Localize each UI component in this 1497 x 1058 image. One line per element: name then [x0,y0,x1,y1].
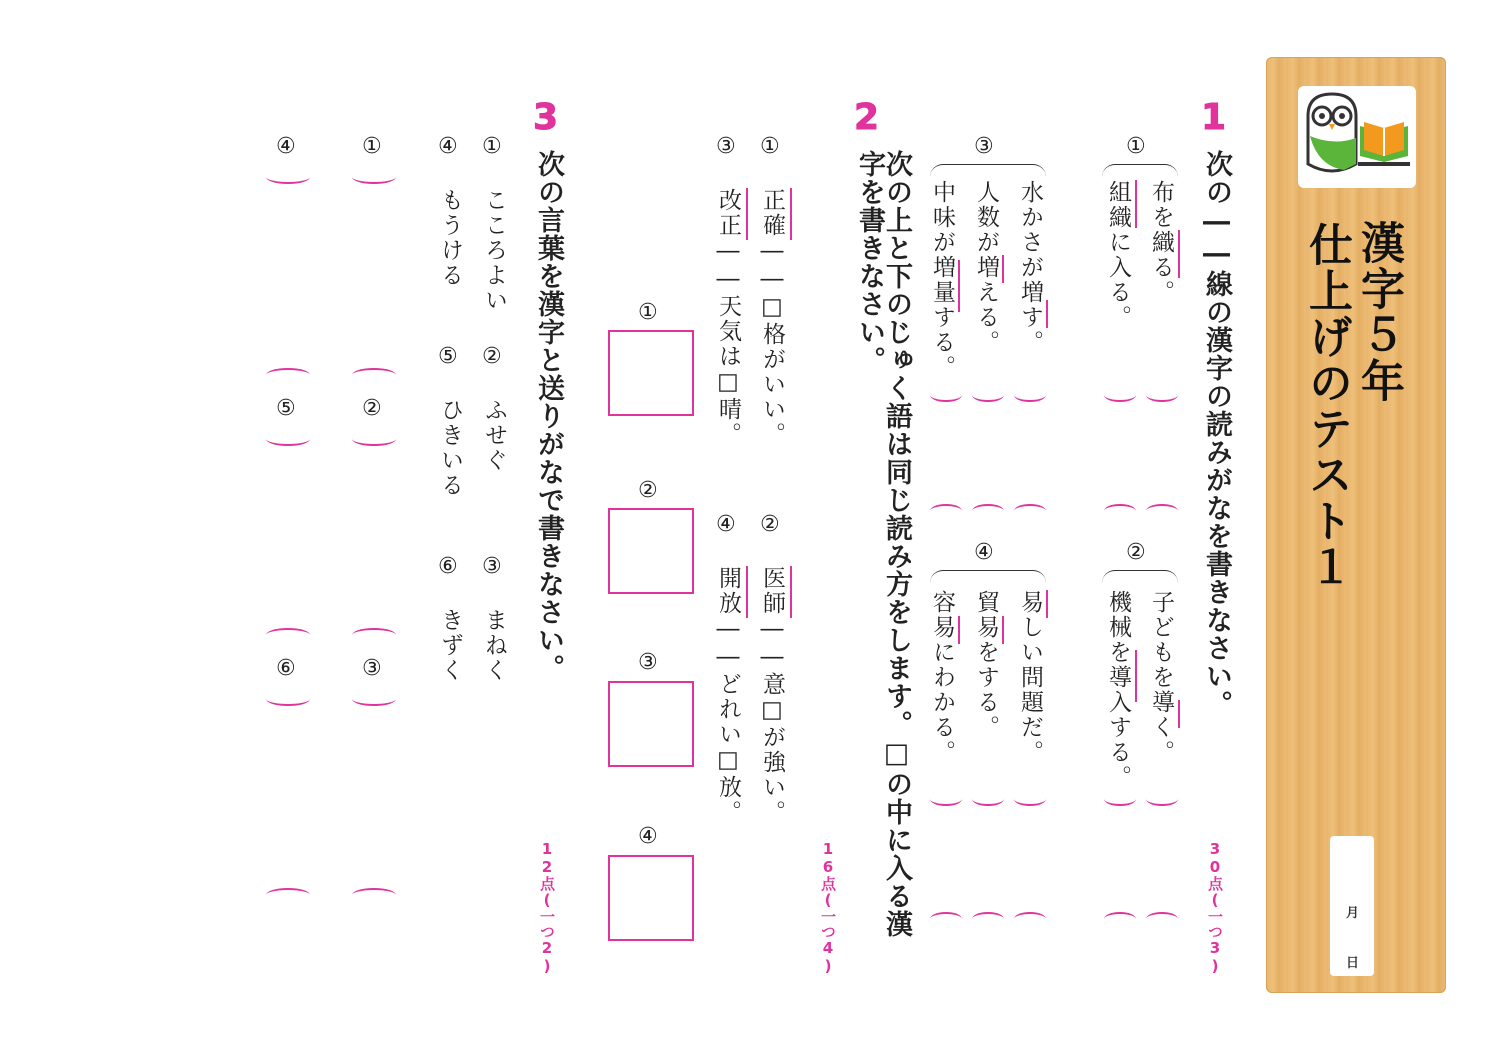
underline-mark [958,260,960,312]
q1-group-4-brace [930,570,1046,583]
q1-group-4-label: ④ [974,540,994,565]
q1-answer-slot[interactable] [1104,792,1136,806]
q3-item-6-label: ⑥ [438,554,458,579]
q1-instruction: 次の――線の漢字の読みがなを書きなさい。 [1201,150,1232,718]
q1-answer-slot-end [1146,504,1178,518]
q3-answer-slot-3[interactable] [352,692,396,706]
q2-answer-box-3[interactable] [608,681,694,767]
underline-mark [1135,650,1137,702]
q3-item-3-label: ③ [482,554,502,579]
q3-answer-slot-1-end [352,368,396,382]
underline-mark [1178,700,1180,728]
q2-answer-2-label: ② [638,478,658,503]
q1-group-2-line-1: 子どもを導く。 [1148,590,1174,765]
q3-answer-slot-6-end [266,888,310,902]
q3-item-1-text: こころよい [481,188,507,313]
q3-item-6-text: きずく [437,608,463,683]
q1-group-2-brace [1102,570,1178,583]
q1-group-3-line-2: 人数が増える。 [973,180,999,355]
q2-points: 16点(一つ4) [819,840,837,975]
q1-group-3-line-3: 中味が増量する。 [929,180,955,380]
q1-answer-slot-end [1104,504,1136,518]
underline-mark [958,616,960,644]
q1-group-1-line-1: 布を織る。 [1148,180,1174,305]
q3-item-5-text: ひきいる [437,398,463,498]
underline-mark [1002,616,1004,644]
q2-answer-box-2[interactable] [608,508,694,594]
q3-answer-3-label: ③ [362,656,382,681]
q3-item-4-label: ④ [438,134,458,159]
q1-number: 1 [1201,97,1227,138]
q1-answer-slot[interactable] [930,792,962,806]
q3-answer-slot-3-end [352,888,396,902]
underline-mark [1135,180,1137,228]
q3-answer-5-label: ⑤ [276,396,296,421]
q1-answer-slot[interactable] [972,388,1004,402]
q1-group-3-line-1: 水かさが増す。 [1017,180,1043,355]
q2-answer-4-label: ④ [638,824,658,849]
q3-answer-slot-2-end [352,628,396,642]
q3-answer-slot-4[interactable] [266,170,310,184]
q3-number: 3 [533,97,559,138]
q2-number: 2 [854,97,880,138]
q2-item-2-text: 医師――意□が強い。 [759,566,785,825]
q3-answer-slot-6[interactable] [266,692,310,706]
q1-answer-slot[interactable] [1146,388,1178,402]
q1-group-4-line-2: 貿易をする。 [973,590,999,740]
date-month-label: 月 [1346,906,1360,921]
q3-answer-slot-4-end [266,368,310,382]
q3-answer-4-label: ④ [276,134,296,159]
q1-answer-slot[interactable] [1014,388,1046,402]
q3-item-1-label: ① [482,134,502,159]
q1-answer-slot-end [1104,912,1136,926]
q3-points: 12点(一つ2) [538,840,556,975]
q3-item-3-text: まねく [481,608,507,683]
q1-answer-slot[interactable] [1146,792,1178,806]
q1-group-1-line-2: 組織に入る。 [1105,180,1131,330]
q3-item-4-text: もうける [437,188,463,288]
q2-item-4-text: 開放――どれい□放。 [715,566,741,825]
q2-instruction: 次の上と下のじゅく語は同じ読み方をします。□の中に入る漢字を書きなさい。 [854,150,912,938]
underline-mark [1046,300,1048,328]
q2-item-3-text: 改正――天気は□晴。 [715,188,741,447]
q3-answer-slot-1[interactable] [352,170,396,184]
q2-item-3-label: ③ [716,134,736,159]
q1-answer-slot-end [1014,912,1046,926]
q2-item-4-label: ④ [716,512,736,537]
owl-book-logo-icon [1298,86,1416,188]
q3-item-2-label: ② [482,344,502,369]
underline-mark [746,188,748,240]
q3-answer-slot-2[interactable] [352,432,396,446]
q1-answer-slot-end [972,504,1004,518]
q1-group-1-brace [1102,164,1178,177]
q2-answer-3-label: ③ [638,650,658,675]
title-line-1: 漢字５年 [1353,220,1404,404]
q3-answer-2-label: ② [362,396,382,421]
title-line-2: 仕上げのテスト１ [1301,222,1352,590]
q3-instruction: 次の言葉を漢字と送りがなで書きなさい。 [533,150,564,682]
underline-mark [790,188,792,240]
underline-mark [790,566,792,618]
q1-answer-slot[interactable] [972,792,1004,806]
q1-group-3-brace [930,164,1046,177]
q2-answer-box-1[interactable] [608,330,694,416]
q1-group-4-line-1: 易しい問題だ。 [1017,590,1043,765]
q3-answer-slot-5[interactable] [266,432,310,446]
q1-points: 30点(一つ3) [1206,840,1224,975]
q1-answer-slot-end [930,504,962,518]
q2-item-2-label: ② [760,512,780,537]
q3-answer-slot-5-end [266,628,310,642]
q1-group-4-line-3: 容易にわかる。 [929,590,955,765]
q1-answer-slot-end [930,912,962,926]
q1-group-3-label: ③ [974,134,994,159]
q1-group-2-line-2: 機械を導入する。 [1105,590,1131,790]
q1-answer-slot[interactable] [930,388,962,402]
q3-answer-6-label: ⑥ [276,656,296,681]
q1-answer-slot[interactable] [1104,388,1136,402]
underline-mark [1046,590,1048,618]
q2-answer-1-label: ① [638,300,658,325]
underline-mark [1002,255,1004,283]
underline-mark [746,566,748,618]
q1-answer-slot-end [1146,912,1178,926]
q1-answer-slot-end [1014,504,1046,518]
q1-group-2-label: ② [1126,540,1146,565]
q3-item-2-text: ふせぐ [481,398,507,473]
q2-answer-box-4[interactable] [608,855,694,941]
underline-mark [1178,230,1180,278]
q1-answer-slot-end [972,912,1004,926]
q3-answer-1-label: ① [362,134,382,159]
q3-item-5-label: ⑤ [438,344,458,369]
q1-group-1-label: ① [1126,134,1146,159]
q2-item-1-label: ① [760,134,780,159]
q2-item-1-text: 正確――□格がいい。 [759,188,785,447]
date-day-label: 日 [1346,956,1360,971]
q1-answer-slot[interactable] [1014,792,1046,806]
